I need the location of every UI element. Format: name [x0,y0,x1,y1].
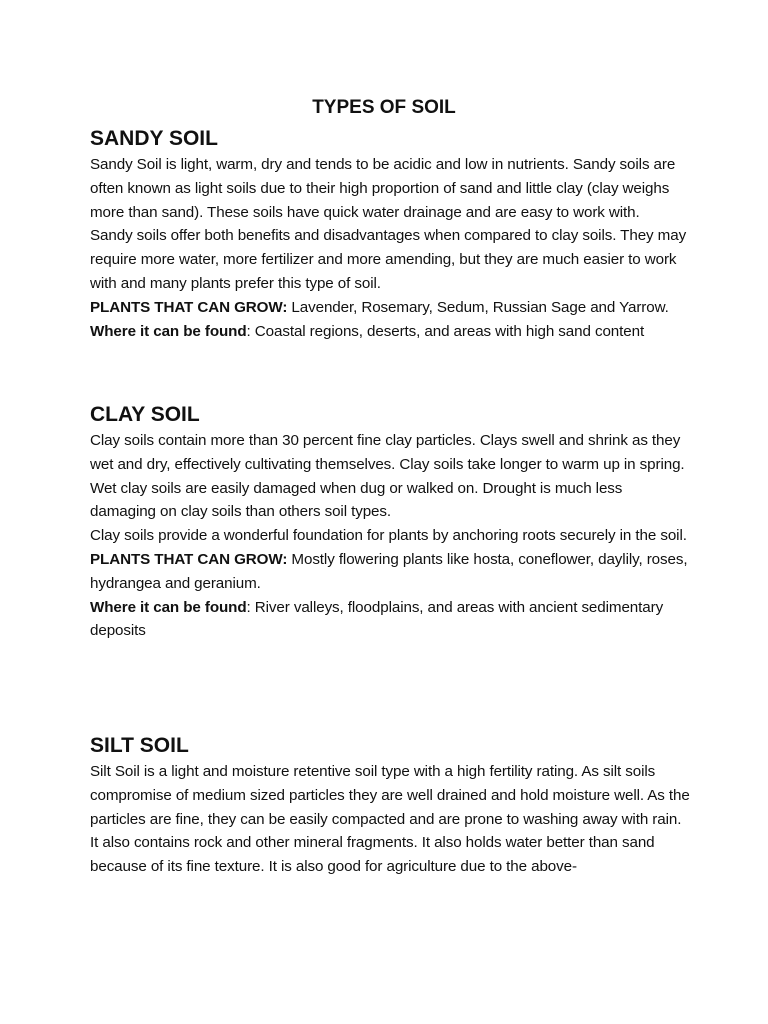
section-silt-soil [90,732,690,879]
sandy-paragraph-1: Sandy Soil is light, warm, dry and tends to be acidic and low in nutrients. Sandy soils are often known as light soils due to their high proportion of sand and little clay (clay weighs more than sand). These soils have quick water drainage and are easy to work with. [90,156,676,221]
clay-found-label: Where it can be found [90,598,247,616]
sandy-found-text: : Coastal regions, deserts, and areas with high sand content [246,322,645,340]
clay-paragraph-2: Clay soils provide a wonderful foundation for plants by anchoring roots securely in the soil. [90,527,687,545]
clay-plants-label: PLANTS THAT CAN GROW: [90,550,288,568]
sandy-found-line [90,320,690,344]
section-clay-soil [90,401,690,643]
sandy-found-label: Where it can be found [90,322,247,340]
silt-paragraph-1: Silt Soil is a light and moisture retentive soil type with a high fertility rating. As silt soils compromise of medium sized particles they are well drained and hold moisture well. As the particles are fine, they can be easily compacted and are prone to washing away with rain. [90,763,690,828]
sandy-plants-text: Lavender, Rosemary, Sedum, Russian Sage and Yarrow. [287,298,669,316]
silt-paragraph-2: It also contains rock and other mineral fragments. It also holds water better than sand because of its fine texture. It is also good for agriculture due to the above- [90,834,655,876]
section-heading-clay: CLAY SOIL [90,403,200,426]
clay-found-line [90,596,690,644]
document-title: TYPES OF SOIL [312,97,456,118]
section-heading-silt: SILT SOIL [90,734,189,757]
sandy-plants-line [90,296,690,320]
sandy-paragraph-2: Sandy soils offer both benefits and disadvantages when compared to clay soils. They may require more water, more fertilizer and more amending, but they are much easier to work with and many plants prefer this type of soil. [90,227,687,292]
section-sandy-soil [90,125,690,343]
clay-plants-text: Mostly flowering plants like hosta, coneflower, daylily, roses, hydrangea and geranium. [90,550,688,592]
clay-paragraph-1: Clay soils contain more than 30 percent fine clay particles. Clays swell and shrink as they wet and dry, effectively cultivating themselves. Clay soils take longer to warm up in spring. Wet clay soils are easily damaged when dug or walked on. Drought is much less damaging on clay soils than others soil types. [90,432,685,521]
section-heading-sandy: SANDY SOIL [90,127,218,150]
clay-found-text: : River valleys, floodplains, and areas with ancient sedimentary deposits [90,598,664,640]
clay-plants-line [90,548,690,596]
sandy-plants-label: PLANTS THAT CAN GROW: [90,298,288,316]
